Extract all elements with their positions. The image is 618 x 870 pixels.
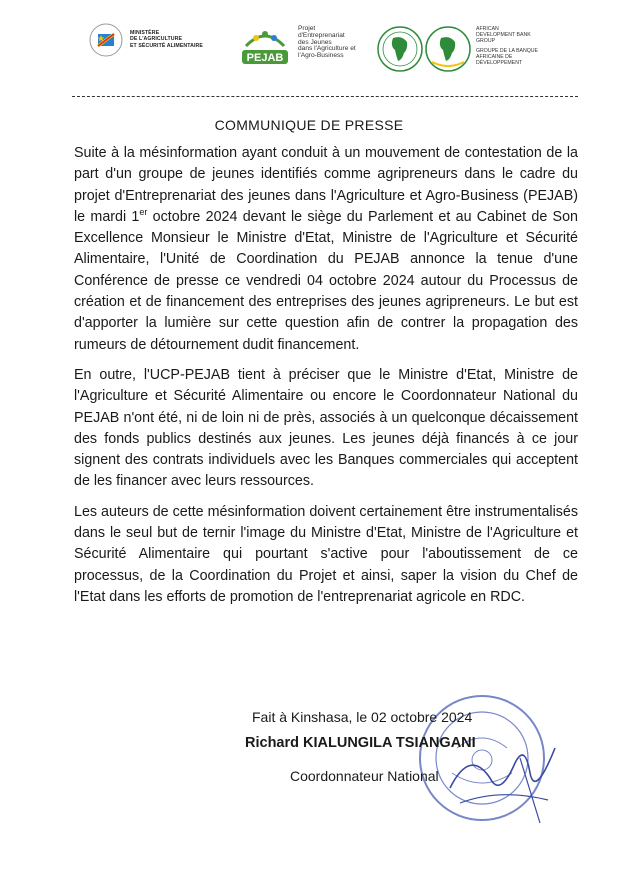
signatory-role: Coordonnateur National bbox=[290, 768, 439, 784]
pejab-caption-line: des Jeunes bbox=[298, 38, 332, 46]
afdb-caption-line: DÉVELOPPEMENT bbox=[476, 60, 523, 66]
pejab-caption-line: l'Agro-Business bbox=[298, 52, 344, 60]
paragraph-3: Les auteurs de cette mésinformation doivent certainement être instrumentalisés dans le seul but de ternir l'image du Ministre d'Etat, Ministre de l'Agriculture et Sécurité Alimentaire qui pourtant s'active pour l'aboutissement de ce processus, de la Coordination du Projet et ainsi, saper la vision du Chef de l'Etat dans les efforts de promotion de l'entreprenariat agricole en RDC. bbox=[74, 503, 578, 605]
afdb-caption-line: AFRICAN bbox=[476, 26, 499, 32]
place-and-date: Fait à Kinshasa, le 02 octobre 2024 bbox=[252, 709, 473, 725]
ministry-line: MINISTÈRE bbox=[130, 30, 160, 36]
signatory-name: Richard KIALUNGILA TSIANGANI bbox=[245, 735, 476, 751]
afdb-logo-icon bbox=[376, 22, 472, 76]
paragraph-2: En outre, l'UCP-PEJAB tient à préciser que le Ministre d'Etat, Ministre de l'Agriculture et Sécurité Alimentaire ou encore le Coordonnateur National du PEJAB n'ont été, ni de loin ni de près, associés à un quelconque décaissement des fonds publics destinés aux jeunes. Les jeunes déjà financés à ce jour signent des contrats individuels avec les Banques commerciales qui acceptent de les financer avec leurs ressources. bbox=[74, 366, 578, 490]
pejab-caption-line: Projet bbox=[298, 25, 316, 32]
afdb-caption-line: GROUPE DE LA BANQUE bbox=[476, 48, 538, 54]
letterhead bbox=[0, 0, 618, 92]
afdb-caption-line: GROUP bbox=[476, 38, 496, 44]
ministry-line: DE L'AGRICULTURE bbox=[130, 36, 183, 43]
paragraph-1-text: Suite à la mésinformation ayant conduit à un mouvement de contestation de la part d'un groupe de jeunes identifiés comme agripreneurs dans le cadre du projet d'Entreprenariat des jeunes dans l'Agriculture et Agro-Business (PEJAB) le mardi 1 bbox=[74, 145, 578, 225]
document-title: COMMUNIQUE DE PRESSE bbox=[214, 117, 404, 133]
pejab-logo-icon bbox=[236, 24, 294, 72]
paragraph-1 bbox=[74, 143, 578, 356]
afdb-caption bbox=[476, 26, 546, 66]
ministry-logo-block bbox=[88, 22, 203, 58]
afdb-logo-block bbox=[376, 22, 546, 76]
pejab-caption-line: dans l'Agriculture et bbox=[298, 45, 356, 53]
paragraph-1-text-cont: octobre 2024 devant le siège du Parlement et au Cabinet de Son Excellence Monsieur le Ministre d'Etat, Ministre de l'Agriculture et Sécurité Alimentaire, l'Unité de Coordination du PEJAB annonce la tenue d'une Conférence de presse ce vendredi 04 octobre 2024 autour du Processus de création et de financement des entreprises des jeunes agripreneurs. Le but est d'apporter la lumière sur cette question afin de contrer la propagation des rumeurs de détournement dudit financement. bbox=[74, 208, 578, 353]
rdc-coat-of-arms-icon bbox=[88, 22, 124, 58]
pejab-logo-text: PEJAB bbox=[246, 52, 284, 64]
pejab-caption-line: d'Entreprenariat bbox=[298, 31, 345, 39]
afdb-caption-line: AFRICAINE DE bbox=[476, 54, 513, 60]
ministry-name bbox=[130, 30, 203, 49]
pejab-caption bbox=[298, 26, 378, 60]
ordinal-suffix: er bbox=[139, 207, 148, 218]
pejab-logo-block bbox=[236, 24, 378, 72]
afdb-caption-line: DEVELOPMENT BANK bbox=[476, 32, 531, 38]
press-release-body bbox=[74, 143, 578, 617]
header-divider bbox=[72, 96, 578, 97]
ministry-line: ET SÉCURITÉ ALIMENTAIRE bbox=[130, 42, 203, 49]
